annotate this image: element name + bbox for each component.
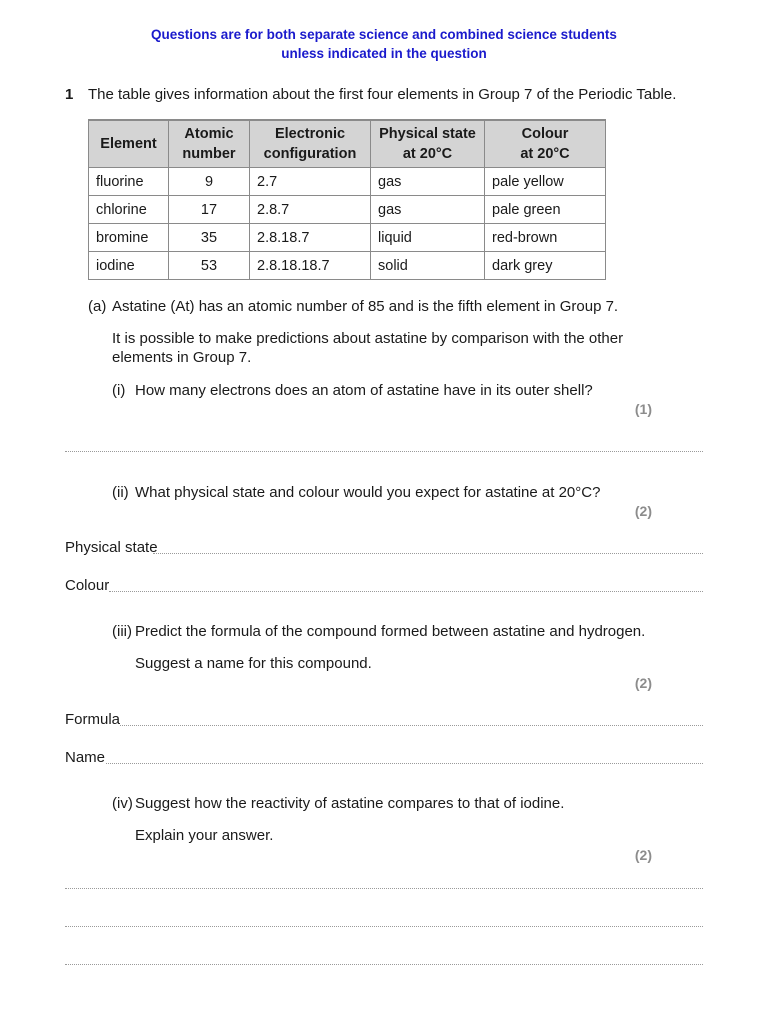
cell-state: gas: [371, 168, 485, 196]
colour-label: Colour: [65, 577, 110, 594]
part-ii-label: (ii): [112, 484, 129, 501]
answer-line-iv-3[interactable]: [65, 964, 703, 965]
cell-colour: dark grey: [485, 252, 606, 280]
cell-colour: pale green: [485, 196, 606, 224]
answer-line-iv-1[interactable]: [65, 888, 703, 889]
part-i-marks: (1): [634, 401, 652, 417]
table-row: [89, 168, 606, 196]
part-iv-question-2: Explain your answer.: [135, 827, 274, 844]
cell-element: bromine: [89, 224, 169, 252]
part-iv-marks: (2): [634, 847, 652, 863]
cell-atomic-number: 17: [169, 196, 250, 224]
name-label: Name: [65, 749, 106, 766]
part-i-question: How many electrons does an atom of astatine have in its outer shell?: [135, 382, 593, 399]
cell-configuration: 2.7: [250, 168, 371, 196]
header-element: Element: [89, 120, 169, 168]
part-iii-question: Predict the formula of the compound formed between astatine and hydrogen.: [135, 623, 646, 640]
cell-element: fluorine: [89, 168, 169, 196]
answer-line-iv-2[interactable]: [65, 926, 703, 927]
part-a-label: (a): [88, 298, 107, 315]
cell-element: chlorine: [89, 196, 169, 224]
instructions-banner: [0, 25, 768, 63]
question-text: The table gives information about the first four elements in Group 7 of the Periodic Table.: [88, 86, 677, 103]
physical-state-label: Physical state: [65, 539, 158, 556]
part-iii-marks: (2): [634, 675, 652, 691]
banner-line-1: Questions are for both separate science and combined science students: [151, 27, 617, 42]
formula-label: Formula: [65, 711, 121, 728]
part-ii-question: What physical state and colour would you expect for astatine at 20°C?: [135, 484, 601, 501]
cell-state: gas: [371, 196, 485, 224]
cell-state: liquid: [371, 224, 485, 252]
cell-colour: red-brown: [485, 224, 606, 252]
part-a-context-line1: It is possible to make predictions about astatine by comparison with the other: [112, 330, 624, 347]
cell-configuration: 2.8.7: [250, 196, 371, 224]
table-row: [89, 196, 606, 224]
cell-colour: pale yellow: [485, 168, 606, 196]
banner-line-2: unless indicated in the question: [281, 46, 487, 61]
name-answer-line[interactable]: [106, 763, 703, 764]
answer-line-i[interactable]: [65, 451, 703, 452]
part-iv-question: Suggest how the reactivity of astatine compares to that of iodine.: [135, 795, 565, 812]
header-colour: Colour at 20°C: [485, 120, 606, 168]
cell-atomic-number: 9: [169, 168, 250, 196]
cell-configuration: 2.8.18.7: [250, 224, 371, 252]
part-i-label: (i): [112, 382, 126, 399]
physical-state-answer-line[interactable]: [153, 553, 703, 554]
part-ii-marks: (2): [634, 503, 652, 519]
header-electronic-configuration: Electronic configuration: [250, 120, 371, 168]
part-iii-label: (iii): [112, 623, 132, 640]
formula-answer-line[interactable]: [120, 725, 703, 726]
cell-configuration: 2.8.18.18.7: [250, 252, 371, 280]
table-row: [89, 252, 606, 280]
part-iii-question-2: Suggest a name for this compound.: [135, 655, 372, 672]
colour-answer-line[interactable]: [109, 591, 703, 592]
cell-element: iodine: [89, 252, 169, 280]
part-a-intro: Astatine (At) has an atomic number of 85 and is the fifth element in Group 7.: [112, 298, 619, 315]
question-number: 1: [65, 86, 74, 103]
group7-table: [88, 119, 606, 280]
cell-atomic-number: 53: [169, 252, 250, 280]
header-atomic-number: Atomic number: [169, 120, 250, 168]
part-a-context-line2: elements in Group 7.: [112, 349, 252, 366]
cell-atomic-number: 35: [169, 224, 250, 252]
table-header-row: [89, 120, 606, 168]
cell-state: solid: [371, 252, 485, 280]
part-iv-label: (iv): [112, 795, 133, 812]
table-row: [89, 224, 606, 252]
header-physical-state: Physical state at 20°C: [371, 120, 485, 168]
